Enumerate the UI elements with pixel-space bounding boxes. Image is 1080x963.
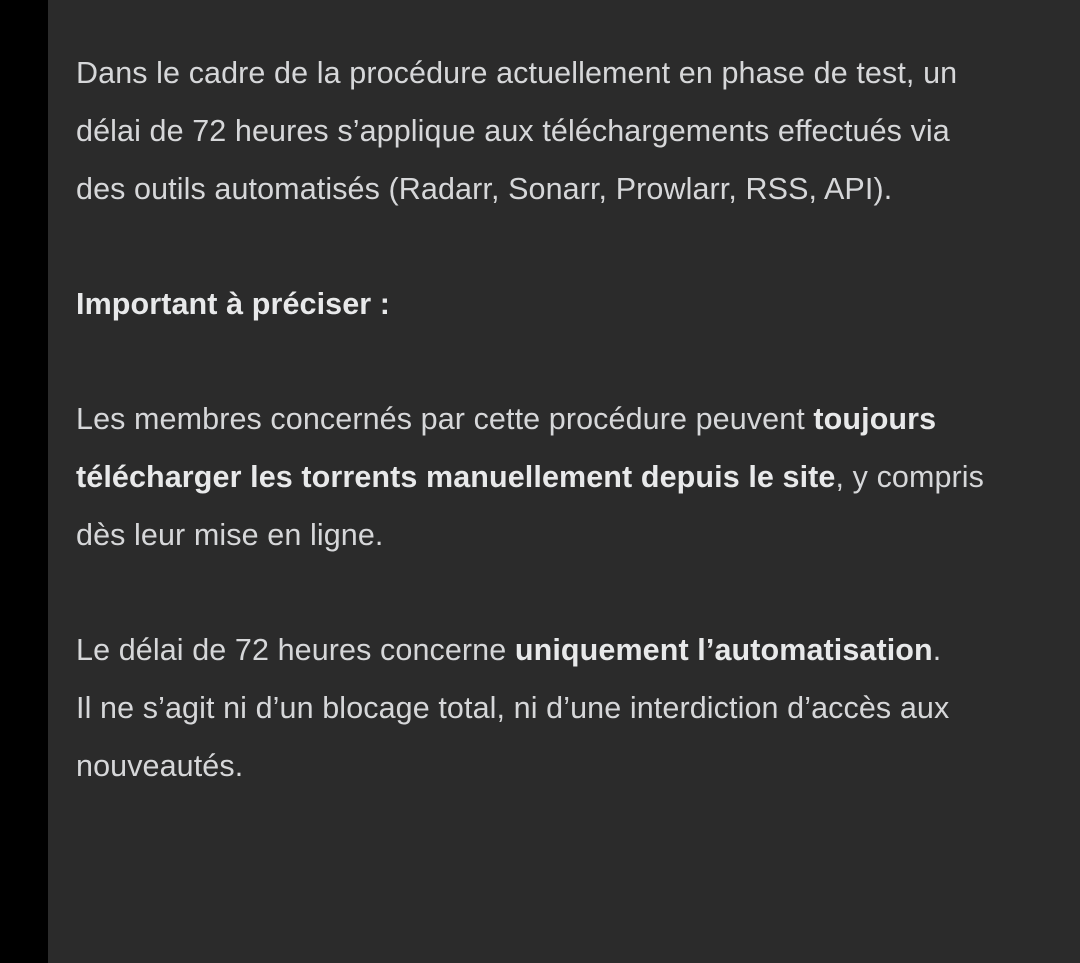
text-run-members-1: toujours télécharger les torrents manuellement depuis le site bbox=[76, 402, 937, 494]
text-run-important-heading-0: Important à préciser : bbox=[76, 287, 391, 321]
text-run-delay-scope-2: . bbox=[932, 633, 942, 667]
text-run-intro-0: Dans le cadre de la procédure actuellement en phase de test, un délai de 72 heures s’applique aux téléchargements effectués via des outils automatisés (Radarr, Sonarr, Prowlarr, RSS, API). bbox=[76, 56, 958, 206]
text-run-members-0: Les membres concernés par cette procédure peuvent bbox=[76, 402, 814, 436]
paragraph-important-heading bbox=[76, 275, 1006, 333]
text-run-delay-scope-1: uniquement l’automatisation bbox=[514, 633, 933, 667]
text-run-not-a-block-0: Il ne s’agit ni d’un blocage total, ni d’une interdiction d’accès aux nouveautés. bbox=[76, 691, 950, 783]
paragraph-not-a-block bbox=[76, 679, 1006, 795]
text-run-members-2: , y compris dès leur mise en ligne. bbox=[76, 460, 985, 552]
text-run-delay-scope-0: Le délai de 72 heures concerne bbox=[76, 633, 515, 667]
paragraph-delay-scope bbox=[76, 621, 1006, 679]
document-content-panel bbox=[48, 0, 1080, 963]
paragraph-members bbox=[76, 390, 1006, 564]
paragraph-intro bbox=[76, 44, 1006, 218]
